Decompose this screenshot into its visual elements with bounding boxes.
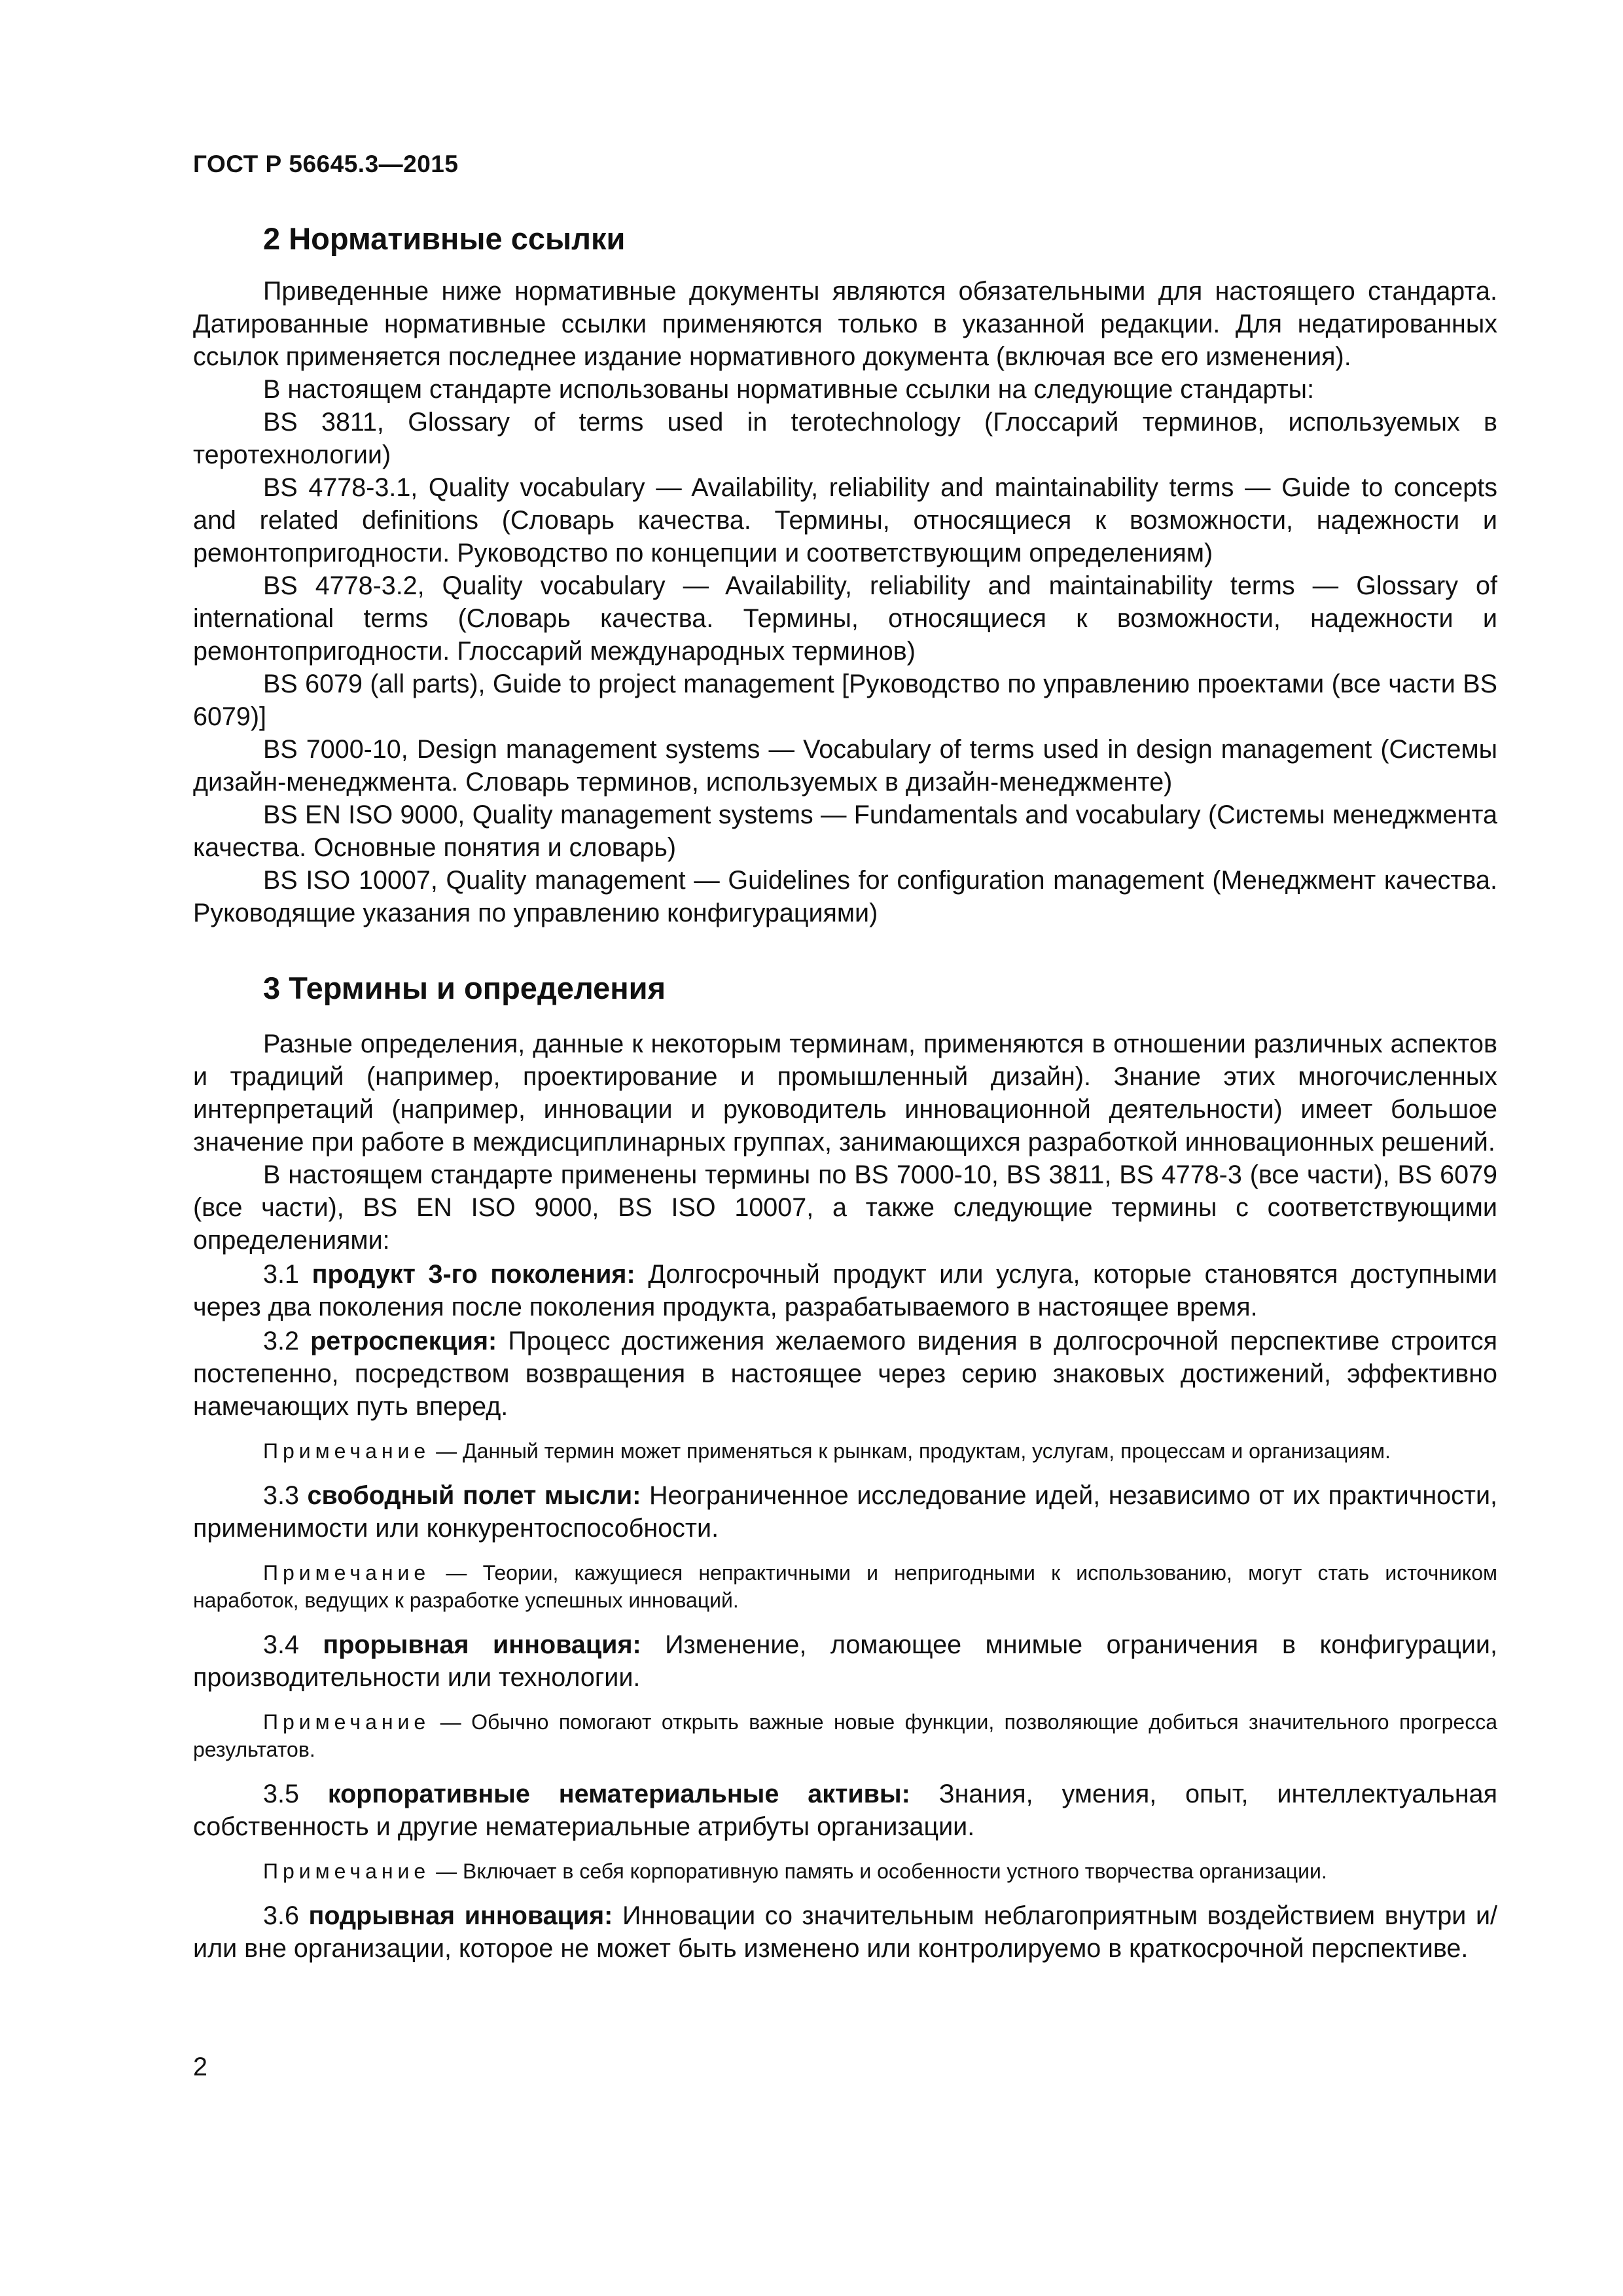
term-note — [193, 1708, 1497, 1763]
reference-item: BS 7000-10, Design management systems — Vocabulary of terms used in design management (Системы дизайн-менеджмента. Словарь терминов, используемых в дизайн-менеджменте) — [193, 735, 1497, 797]
term-number: 3.1 — [263, 1260, 299, 1289]
term-entry — [193, 1899, 1497, 1965]
term-definition: Инновации со значительным неблагоприятным воздействием внутри и/или вне организации, которое не может быть изменено или контролируемо в краткосрочной перспективе. — [193, 1901, 1498, 1963]
note-text: — Данный термин может применяться к рынкам, продуктам, услугам, процессам и организациям. — [436, 1439, 1391, 1463]
reference-item: BS ISO 10007, Quality management — Guidelines for configuration management (Менеджмент качества. Руководящие указания по управлению конфигурациями) — [193, 866, 1497, 927]
page-content — [193, 216, 1497, 1965]
term-number: 3.4 — [263, 1630, 299, 1659]
term-name: подрывная инновация: — [308, 1901, 613, 1930]
term-entry — [193, 1778, 1497, 1843]
note-text: — Теории, кажущиеся непрактичными и непригодными к использованию, могут стать источником наработок, ведущих к разработке успешных инноваций. — [193, 1561, 1498, 1612]
note-label: Примечание — [263, 1439, 431, 1463]
note-text: — Включает в себя корпоративную память и особенности устного творчества организации. — [436, 1859, 1327, 1883]
term-note — [193, 1437, 1497, 1465]
term-number: 3.2 — [263, 1327, 299, 1355]
term-number: 3.6 — [263, 1901, 299, 1930]
note-text: — Обычно помогают открыть важные новые функции, позволяющие добиться значительного прогресса результатов. — [193, 1710, 1497, 1761]
term-number: 3.5 — [263, 1780, 299, 1808]
section-2-title: 2 Нормативные ссылки — [263, 221, 626, 256]
term-note — [193, 1559, 1497, 1614]
term-name: свободный полет мысли: — [307, 1481, 641, 1510]
reference-item: BS 4778-3.2, Quality vocabulary — Availability, reliability and maintainability terms — Glossary of international terms (Словарь качества. Термины, относящиеся к возможности, надежности и ремонтопригодности. Глоссарий международных терминов) — [193, 571, 1497, 666]
term-entry — [193, 1258, 1497, 1323]
reference-item: BS EN ISO 9000, Quality management systems — Fundamentals and vocabulary (Системы менеджмента качества. Основные понятия и словарь) — [193, 800, 1497, 862]
term-definition: Долгосрочный продукт или услуга, которые становятся доступными через два поколения после поколения продукта, разрабатываемого в настоящее время. — [193, 1260, 1497, 1321]
term-name: продукт 3-го поколения: — [312, 1260, 635, 1289]
term-number: 3.3 — [263, 1481, 299, 1510]
term-definition: Неограниченное исследование идей, независимо от их практичности, применимости или конкурентоспособности. — [193, 1481, 1497, 1543]
note-label: Примечание — [263, 1710, 431, 1734]
term-note — [193, 1857, 1497, 1885]
term-name: прорывная инновация: — [323, 1630, 641, 1659]
term-definition: Знания, умения, опыт, интеллектуальная собственность и другие нематериальные атрибуты организации. — [193, 1780, 1497, 1841]
note-label: Примечание — [263, 1859, 431, 1883]
document-header: ГОСТ Р 56645.3—2015 — [193, 151, 459, 177]
reference-item: BS 6079 (all parts), Guide to project management [Руководство по управлению проектами (все части BS 6079)] — [193, 670, 1497, 731]
term-entry — [193, 1479, 1497, 1545]
reference-item: BS 4778-3.1, Quality vocabulary — Availability, reliability and maintainability terms — Guide to concepts and related definitions (Словарь качества. Термины, относящиеся к возможности, надежности и ремонтопригодности. Руководство по концепции и соответствующим определениям) — [193, 473, 1497, 567]
term-definition: Изменение, ломающее мнимые ограничения в конфигурации, производительности или технологии. — [193, 1630, 1497, 1692]
section-2-paragraph: Приведенные ниже нормативные документы являются обязательными для настоящего стандарта. Датированные нормативные ссылки применяются только в указанной редакции. Для недатированных ссылок применяется последнее издание нормативного документа (включая все его изменения). — [193, 277, 1497, 371]
section-3-intro: Разные определения, данные к некоторым терминам, применяются в отношении различных аспектов и традиций (например, проектирование и промышленный дизайн). Знание этих многочисленных интерпретаций (например, инновации и руководитель инновационной деятельности) имеет большое значение при работе в междисциплинарных группах, занимающихся разработкой инновационных решений. — [193, 1030, 1497, 1157]
term-name: ретроспекция: — [310, 1327, 497, 1355]
term-name: корпоративные нематериальные активы: — [327, 1780, 910, 1808]
page-number: 2 — [193, 2053, 207, 2081]
reference-item: BS 3811, Glossary of terms used in terotechnology (Глоссарий терминов, используемых в терoтехнологии) — [193, 408, 1497, 469]
section-2-paragraph: В настоящем стандарте использованы нормативные ссылки на следующие стандарты: — [263, 375, 1315, 404]
section-3-intro: В настоящем стандарте применены термины по BS 7000-10, BS 3811, BS 4778-3 (все части), BS 6079 (все части), BS EN ISO 9000, BS ISO 10007, а также следующие термины с соответствующими определениями: — [193, 1160, 1497, 1255]
term-entry — [193, 1628, 1497, 1694]
section-3-title: 3 Термины и определения — [263, 971, 666, 1005]
term-definition: Процесс достижения желаемого видения в долгосрочной перспективе строится постепенно, посредством возвращения в настоящее через серию знаковых достижений, эффективно намечающих путь вперед. — [193, 1327, 1497, 1421]
note-label: Примечание — [263, 1561, 431, 1585]
term-entry — [193, 1325, 1497, 1423]
